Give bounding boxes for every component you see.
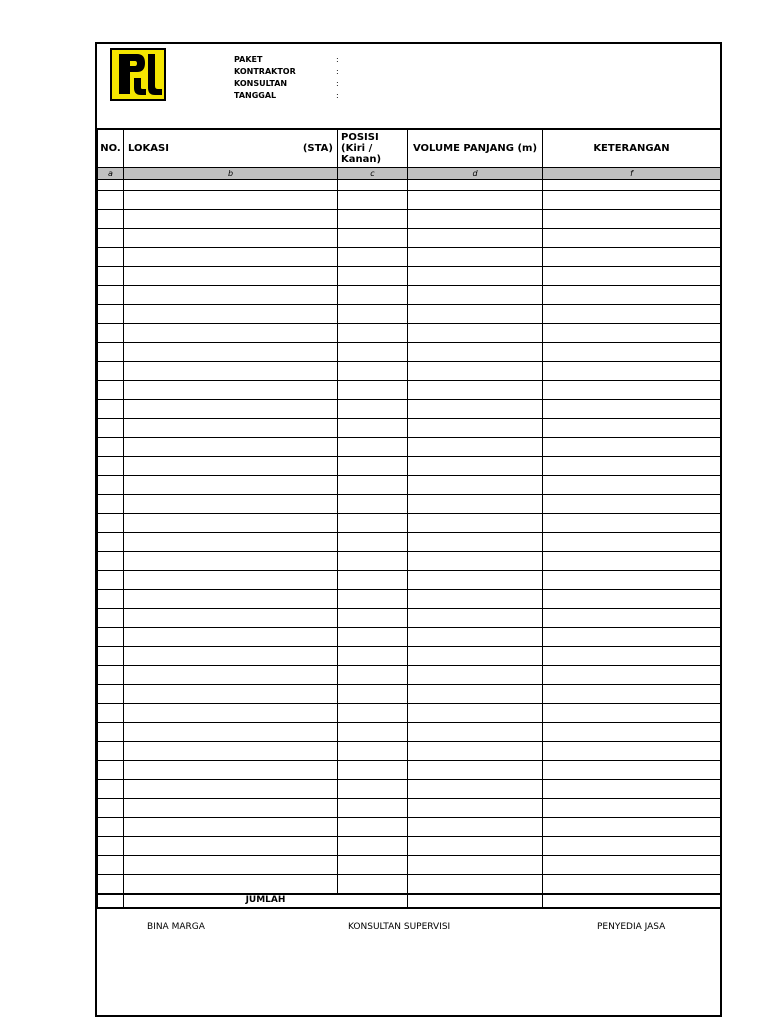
table-cell[interactable] (408, 514, 543, 533)
tanggal-row (234, 90, 354, 102)
table-row (98, 191, 721, 210)
table-cell[interactable] (124, 343, 338, 362)
table-row (98, 476, 721, 495)
letter-b: b (124, 168, 338, 180)
table-cell[interactable] (408, 685, 543, 704)
table-cell[interactable] (543, 685, 721, 704)
table-cell[interactable] (543, 362, 721, 381)
table-row (98, 780, 721, 799)
table-row (98, 856, 721, 875)
table-cell[interactable] (338, 476, 408, 495)
volume-table (97, 129, 721, 909)
table-cell[interactable] (338, 685, 408, 704)
table-cell[interactable] (98, 628, 124, 647)
table-row (98, 400, 721, 419)
table-cell[interactable] (124, 286, 338, 305)
table-cell[interactable] (338, 571, 408, 590)
col-lokasi-header (124, 130, 338, 168)
kiri-kanan-label: (Kiri / Kanan) (341, 143, 382, 165)
letter-d: d (408, 168, 543, 180)
table-cell[interactable] (408, 495, 543, 514)
table-cell[interactable] (98, 457, 124, 476)
table-cell[interactable] (98, 381, 124, 400)
cell[interactable] (124, 180, 338, 191)
table-cell[interactable] (408, 837, 543, 856)
table-cell[interactable] (408, 818, 543, 837)
table-cell[interactable] (338, 248, 408, 267)
table-cell[interactable] (124, 875, 338, 894)
table-cell[interactable] (338, 286, 408, 305)
table-cell[interactable] (124, 533, 338, 552)
posisi-label: POSISI (341, 132, 379, 143)
table-row (98, 248, 721, 267)
table-cell[interactable] (408, 571, 543, 590)
table-row (98, 609, 721, 628)
table-cell[interactable] (408, 799, 543, 818)
table-cell[interactable] (338, 704, 408, 723)
table-cell[interactable] (124, 837, 338, 856)
table-cell[interactable] (124, 799, 338, 818)
table-cell[interactable] (543, 647, 721, 666)
table-cell[interactable] (338, 723, 408, 742)
table-cell[interactable] (124, 571, 338, 590)
table-cell[interactable] (408, 780, 543, 799)
table-cell[interactable] (124, 476, 338, 495)
table-cell[interactable] (338, 761, 408, 780)
table-cell[interactable] (408, 628, 543, 647)
table-cell[interactable] (124, 210, 338, 229)
form-header (97, 44, 720, 130)
table-cell[interactable] (408, 362, 543, 381)
table-cell[interactable] (98, 666, 124, 685)
table-cell[interactable] (124, 381, 338, 400)
table-cell[interactable] (408, 267, 543, 286)
table-cell[interactable] (543, 552, 721, 571)
table-cell[interactable] (338, 324, 408, 343)
table-row (98, 628, 721, 647)
table-cell[interactable] (98, 856, 124, 875)
total-no-cell (98, 894, 124, 908)
table-cell[interactable] (543, 248, 721, 267)
table-cell[interactable] (338, 742, 408, 761)
table-cell[interactable] (124, 780, 338, 799)
table-cell[interactable] (338, 229, 408, 248)
table-row (98, 799, 721, 818)
table-cell[interactable] (98, 647, 124, 666)
table-cell[interactable] (408, 229, 543, 248)
tanggal-label: TANGGAL (234, 91, 277, 100)
sta-label: (STA) (302, 143, 333, 154)
table-cell[interactable] (124, 229, 338, 248)
table-cell[interactable] (408, 742, 543, 761)
table-cell[interactable] (338, 647, 408, 666)
table-cell[interactable] (408, 210, 543, 229)
table-cell[interactable] (408, 324, 543, 343)
table-row (98, 571, 721, 590)
table-cell[interactable] (408, 704, 543, 723)
table-row (98, 533, 721, 552)
table-cell[interactable] (338, 875, 408, 894)
table-cell[interactable] (543, 780, 721, 799)
table-cell[interactable] (124, 324, 338, 343)
table-cell[interactable] (408, 476, 543, 495)
table-cell[interactable] (124, 419, 338, 438)
table-cell[interactable] (338, 400, 408, 419)
table-cell[interactable] (124, 761, 338, 780)
konsultan-supervisi-label: KONSULTAN SUPERVISI (348, 922, 451, 932)
table-cell[interactable] (98, 685, 124, 704)
table-cell[interactable] (124, 666, 338, 685)
table-row (98, 723, 721, 742)
paket-colon: : (336, 55, 339, 64)
table-cell[interactable] (338, 552, 408, 571)
table-cell[interactable] (98, 723, 124, 742)
table-cell[interactable] (408, 400, 543, 419)
table-cell[interactable] (543, 419, 721, 438)
table-cell[interactable] (98, 248, 124, 267)
cell[interactable] (338, 180, 408, 191)
table-cell[interactable] (338, 818, 408, 837)
table-cell[interactable] (543, 514, 721, 533)
table-cell[interactable] (408, 381, 543, 400)
table-cell[interactable] (543, 343, 721, 362)
table-row (98, 552, 721, 571)
table-cell[interactable] (543, 191, 721, 210)
table-row (98, 381, 721, 400)
table-cell[interactable] (338, 514, 408, 533)
table-cell[interactable] (124, 590, 338, 609)
table-cell[interactable] (124, 514, 338, 533)
table-row (98, 267, 721, 286)
table-cell[interactable] (543, 875, 721, 894)
header-info (234, 54, 354, 102)
paket-row (234, 54, 354, 66)
table-cell[interactable] (408, 438, 543, 457)
table-cell[interactable] (98, 343, 124, 362)
spacer-row (98, 180, 721, 191)
table-cell[interactable] (543, 305, 721, 324)
table-cell[interactable] (408, 666, 543, 685)
table-cell[interactable] (98, 742, 124, 761)
table-cell[interactable] (543, 476, 721, 495)
table-cell[interactable] (98, 514, 124, 533)
table-row (98, 647, 721, 666)
table-cell[interactable] (338, 381, 408, 400)
table-row (98, 837, 721, 856)
table-row (98, 875, 721, 894)
jumlah-label: JUMLAH (124, 894, 408, 908)
table-cell[interactable] (98, 400, 124, 419)
table-cell[interactable] (124, 742, 338, 761)
table-row (98, 818, 721, 837)
table-row (98, 286, 721, 305)
table-cell[interactable] (98, 609, 124, 628)
table-cell[interactable] (408, 875, 543, 894)
lokasi-label: LOKASI (128, 143, 169, 154)
table-cell[interactable] (98, 799, 124, 818)
table-cell[interactable] (98, 552, 124, 571)
col-no-header: NO. (98, 130, 124, 168)
table-cell[interactable] (408, 761, 543, 780)
cell[interactable] (98, 180, 124, 191)
table-cell[interactable] (543, 761, 721, 780)
table-cell[interactable] (543, 457, 721, 476)
table-row (98, 210, 721, 229)
table-cell[interactable] (98, 875, 124, 894)
table-cell[interactable] (543, 742, 721, 761)
bina-marga-label: BINA MARGA (147, 922, 205, 932)
table-row (98, 305, 721, 324)
table-cell[interactable] (338, 267, 408, 286)
col-keterangan-header: KETERANGAN (543, 130, 721, 168)
table-cell[interactable] (98, 780, 124, 799)
penyedia-jasa-label: PENYEDIA JASA (597, 922, 666, 932)
table-row (98, 704, 721, 723)
table-row (98, 761, 721, 780)
total-row (98, 894, 721, 908)
table-cell[interactable] (543, 704, 721, 723)
table-cell[interactable] (124, 647, 338, 666)
table-row (98, 438, 721, 457)
konsultan-colon: : (336, 79, 339, 88)
table-cell[interactable] (543, 856, 721, 875)
table-cell[interactable] (408, 419, 543, 438)
table-cell[interactable] (98, 818, 124, 837)
table-cell[interactable] (124, 400, 338, 419)
table-cell[interactable] (408, 552, 543, 571)
table-cell[interactable] (408, 286, 543, 305)
table-cell[interactable] (408, 343, 543, 362)
table-cell[interactable] (408, 723, 543, 742)
table-cell[interactable] (338, 362, 408, 381)
table-cell[interactable] (543, 666, 721, 685)
table-cell[interactable] (98, 324, 124, 343)
table-cell[interactable] (124, 704, 338, 723)
table-cell[interactable] (338, 533, 408, 552)
kontraktor-label: KONTRAKTOR (234, 67, 296, 76)
table-row (98, 343, 721, 362)
table-cell[interactable] (124, 248, 338, 267)
form-sheet (95, 42, 722, 1017)
pu-logo-icon (110, 48, 166, 101)
table-cell[interactable] (124, 723, 338, 742)
table-cell[interactable] (124, 552, 338, 571)
table-cell[interactable] (338, 438, 408, 457)
table-cell[interactable] (338, 780, 408, 799)
table-row (98, 590, 721, 609)
table-cell[interactable] (543, 818, 721, 837)
table-cell[interactable] (124, 267, 338, 286)
table-cell[interactable] (338, 191, 408, 210)
table-cell[interactable] (124, 685, 338, 704)
table-cell[interactable] (543, 267, 721, 286)
table-cell[interactable] (543, 210, 721, 229)
table-cell[interactable] (124, 856, 338, 875)
col-volume-header: VOLUME PANJANG (m) (408, 130, 543, 168)
table-cell[interactable] (338, 210, 408, 229)
table-cell[interactable] (338, 856, 408, 875)
letter-f: f (543, 168, 721, 180)
table-cell[interactable] (124, 362, 338, 381)
table-cell[interactable] (338, 495, 408, 514)
table-cell[interactable] (408, 533, 543, 552)
table-cell[interactable] (124, 457, 338, 476)
table-cell[interactable] (408, 191, 543, 210)
table-cell[interactable] (543, 799, 721, 818)
konsultan-label: KONSULTAN (234, 79, 288, 88)
table-cell[interactable] (338, 457, 408, 476)
letter-c: c (338, 168, 408, 180)
table-cell[interactable] (408, 248, 543, 267)
table-cell[interactable] (543, 229, 721, 248)
table-row (98, 362, 721, 381)
table-cell[interactable] (98, 533, 124, 552)
table-cell[interactable] (98, 191, 124, 210)
table-cell[interactable] (98, 837, 124, 856)
table-cell[interactable] (543, 609, 721, 628)
table-cell[interactable] (98, 419, 124, 438)
table-cell[interactable] (338, 628, 408, 647)
table-cell[interactable] (338, 343, 408, 362)
table-cell[interactable] (338, 666, 408, 685)
table-cell[interactable] (408, 856, 543, 875)
total-volume-cell[interactable] (408, 894, 543, 908)
table-cell[interactable] (98, 476, 124, 495)
tanggal-colon: : (336, 91, 339, 100)
table-cell[interactable] (543, 286, 721, 305)
table-cell[interactable] (338, 305, 408, 324)
table-cell[interactable] (124, 191, 338, 210)
table-cell[interactable] (543, 533, 721, 552)
table-cell[interactable] (124, 438, 338, 457)
table-cell[interactable] (338, 799, 408, 818)
table-cell[interactable] (124, 628, 338, 647)
table-row (98, 457, 721, 476)
table-cell[interactable] (98, 704, 124, 723)
table-row (98, 742, 721, 761)
table-cell[interactable] (543, 837, 721, 856)
table-row (98, 324, 721, 343)
letter-a: a (98, 168, 124, 180)
table-row (98, 229, 721, 248)
table-cell[interactable] (543, 571, 721, 590)
table-cell[interactable] (338, 837, 408, 856)
table-cell[interactable] (408, 457, 543, 476)
col-posisi-header (338, 130, 408, 168)
table-cell[interactable] (338, 419, 408, 438)
table-cell[interactable] (543, 438, 721, 457)
table-row (98, 666, 721, 685)
kontraktor-row (234, 66, 354, 78)
table-row (98, 419, 721, 438)
table-cell[interactable] (408, 305, 543, 324)
total-keterangan-cell[interactable] (543, 894, 721, 908)
table-cell[interactable] (543, 400, 721, 419)
table-cell[interactable] (408, 590, 543, 609)
konsultan-row (234, 78, 354, 90)
column-letters-row (98, 168, 721, 180)
table-cell[interactable] (98, 362, 124, 381)
table-cell[interactable] (543, 723, 721, 742)
table-row (98, 685, 721, 704)
table-cell[interactable] (98, 438, 124, 457)
table-cell[interactable] (98, 571, 124, 590)
table-cell[interactable] (124, 609, 338, 628)
table-row (98, 514, 721, 533)
table-cell[interactable] (124, 495, 338, 514)
table-cell[interactable] (98, 305, 124, 324)
paket-label: PAKET (234, 55, 263, 64)
table-cell[interactable] (124, 818, 338, 837)
table-cell[interactable] (98, 210, 124, 229)
table-cell[interactable] (543, 495, 721, 514)
table-row (98, 495, 721, 514)
table-cell[interactable] (98, 229, 124, 248)
cell[interactable] (543, 180, 721, 191)
table-cell[interactable] (408, 609, 543, 628)
cell[interactable] (408, 180, 543, 191)
table-cell[interactable] (338, 590, 408, 609)
table-cell[interactable] (98, 495, 124, 514)
table-cell[interactable] (543, 628, 721, 647)
table-cell[interactable] (98, 267, 124, 286)
table-cell[interactable] (543, 381, 721, 400)
table-cell[interactable] (98, 590, 124, 609)
table-cell[interactable] (98, 286, 124, 305)
table-cell[interactable] (543, 324, 721, 343)
table-cell[interactable] (124, 305, 338, 324)
table-cell[interactable] (543, 590, 721, 609)
table-cell[interactable] (338, 609, 408, 628)
table-cell[interactable] (98, 761, 124, 780)
table-cell[interactable] (408, 647, 543, 666)
kontraktor-colon: : (336, 67, 339, 76)
